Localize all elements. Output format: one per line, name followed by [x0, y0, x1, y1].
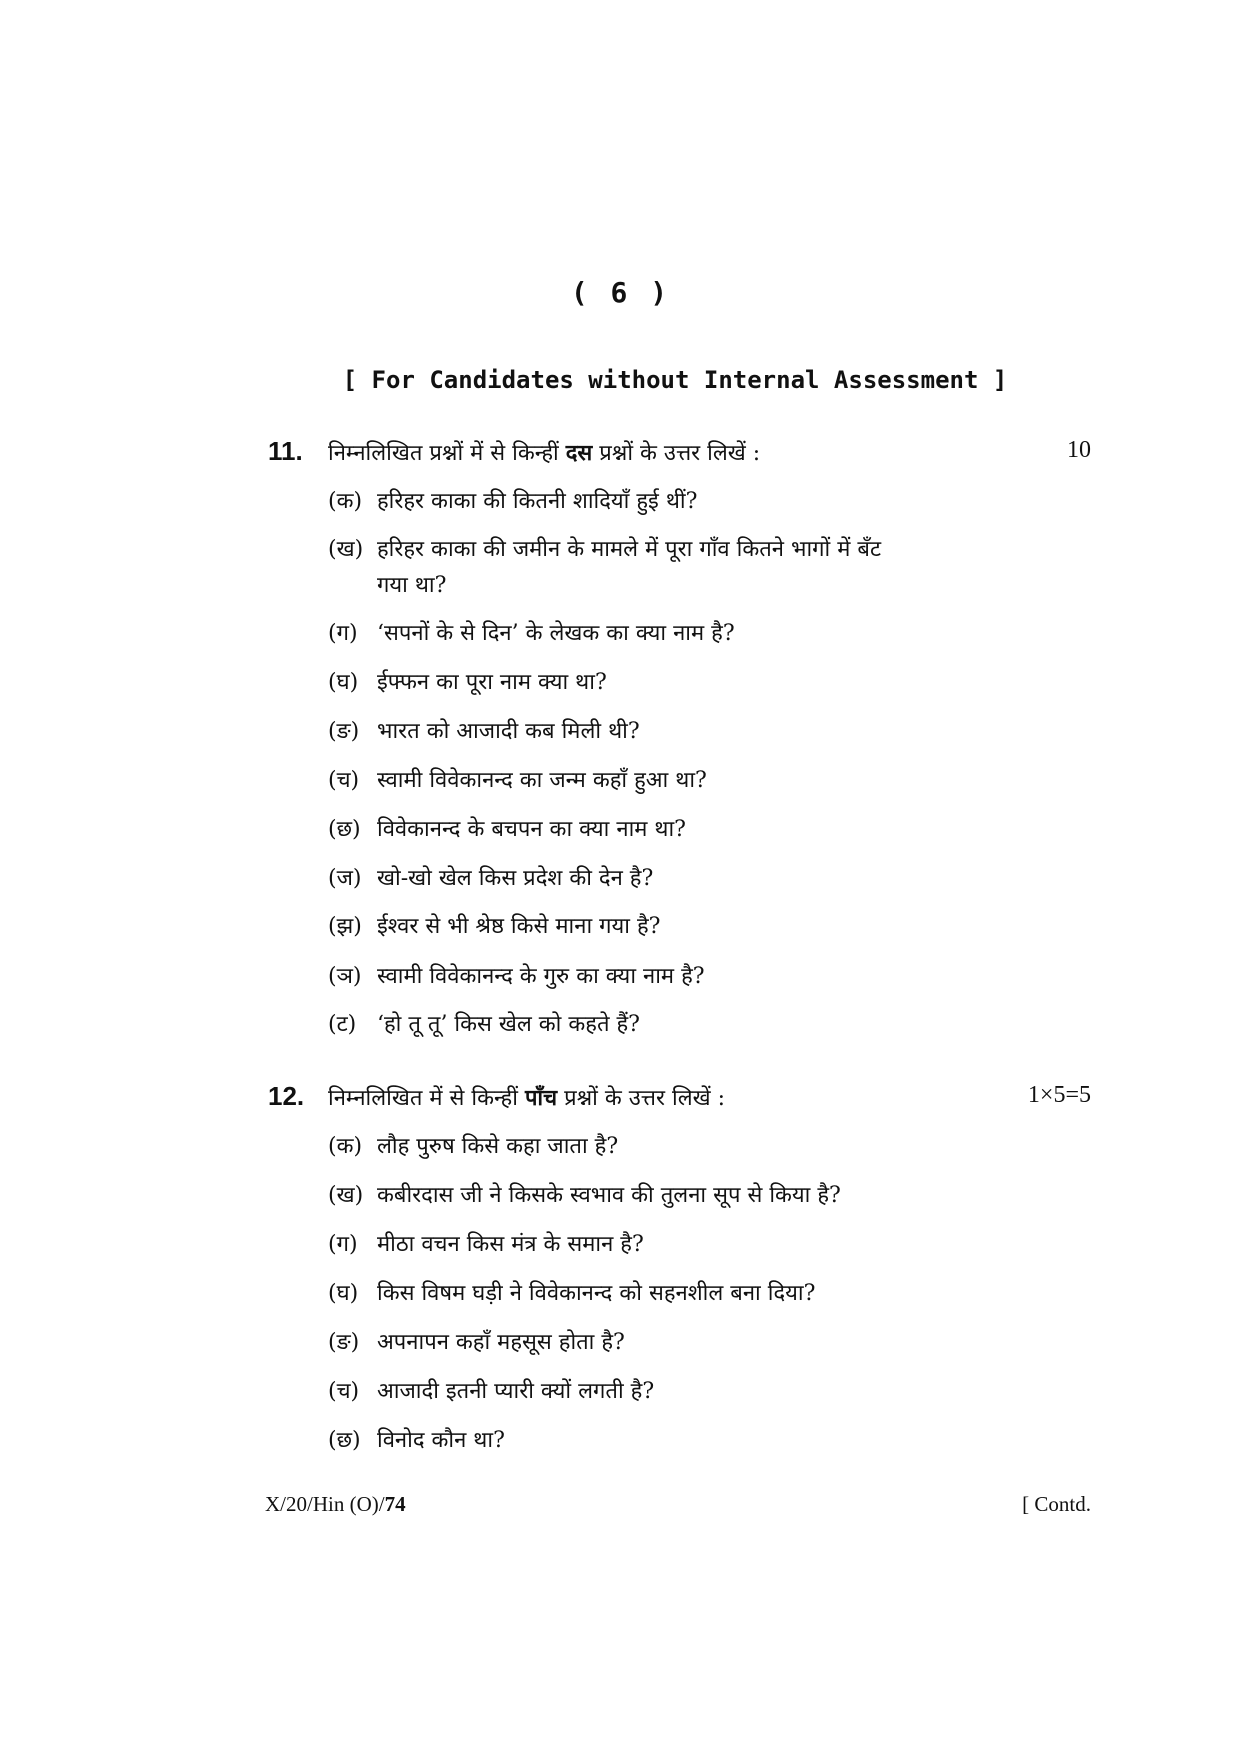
item-label: (च)	[328, 1379, 360, 1404]
item-label: (छ)	[328, 817, 361, 842]
item-text: ईश्वर से भी श्रेष्ठ किसे माना गया है?	[377, 914, 661, 939]
item-label: (घ)	[328, 670, 359, 695]
question-12-stem-part1: निम्नलिखित में से किन्हीं	[328, 1086, 525, 1111]
item-text: खो-खो खेल किस प्रदेश की देन है?	[377, 866, 654, 891]
item-label: (घ)	[328, 1281, 359, 1306]
item-text: आजादी इतनी प्यारी क्यों लगती है?	[377, 1379, 655, 1404]
item-text: विनोद कौन था?	[377, 1428, 505, 1453]
question-11-item	[328, 813, 686, 843]
question-11-item	[328, 764, 707, 794]
paper-code-prefix: X/20/Hin (O)/	[265, 1492, 385, 1516]
item-text: हरिहर काका की जमीन के मामले में पूरा गाँव कितने भागों में बँट	[377, 537, 882, 562]
item-label: (क)	[328, 489, 363, 514]
question-11-stem	[328, 437, 760, 467]
item-text: ईफ्फन का पूरा नाम क्या था?	[377, 670, 607, 695]
question-11-item	[328, 533, 881, 563]
item-text: अपनापन कहाँ महसूस होता है?	[377, 1330, 625, 1355]
item-label: (ट)	[328, 1012, 357, 1037]
item-label: (ख)	[328, 537, 364, 562]
question-11-item	[328, 485, 697, 515]
item-text: स्वामी विवेकानन्द का जन्म कहाँ हुआ था?	[377, 768, 707, 793]
question-12-marks: 1×5=5	[1027, 1082, 1091, 1108]
section-heading: [ For Candidates without Internal Assessment ]	[342, 366, 1008, 394]
question-11-item	[328, 617, 735, 647]
question-12-item	[328, 1277, 815, 1307]
item-text-continuation: गया था?	[377, 573, 447, 598]
item-label: (क)	[328, 1134, 363, 1159]
question-11-item	[328, 910, 660, 940]
item-label: (ग)	[328, 1232, 358, 1257]
question-11-item	[328, 960, 705, 990]
item-label: (झ)	[328, 914, 362, 939]
item-text: ‘सपनों के से दिन’ के लेखक का क्या नाम है?	[377, 621, 735, 646]
item-text: किस विषम घड़ी ने विवेकानन्द को सहनशील बना दिया?	[377, 1281, 816, 1306]
item-text: ‘हो तू तू’ किस खेल को कहते हैं?	[377, 1012, 640, 1037]
item-text: लौह पुरुष किसे कहा जाता है?	[377, 1134, 619, 1159]
item-text: कबीरदास जी ने किसके स्वभाव की तुलना सूप से किया है?	[377, 1183, 841, 1208]
continued-marker: [ Contd.	[1022, 1492, 1091, 1516]
question-11-stem-part2: प्रश्नों के उत्तर लिखें :	[592, 441, 761, 466]
question-11-item	[328, 666, 607, 696]
page-number: ( 6 )	[570, 276, 671, 309]
paper-code	[265, 1492, 406, 1517]
question-11-marks: 10	[1067, 437, 1091, 463]
question-12-number: 12.	[268, 1081, 305, 1111]
item-label: (ङ)	[328, 719, 360, 744]
paper-code-number: 74	[384, 1492, 406, 1516]
question-12-item	[328, 1228, 644, 1258]
question-12-stem	[328, 1082, 725, 1112]
question-12-item	[328, 1326, 625, 1356]
item-label: (ङ)	[328, 1330, 360, 1355]
item-label: (ञ)	[328, 964, 362, 989]
question-11-item	[328, 862, 653, 892]
item-text: स्वामी विवेकानन्द के गुरु का क्या नाम है?	[377, 964, 705, 989]
question-12-item	[328, 1375, 654, 1405]
item-label: (छ)	[328, 1428, 361, 1453]
item-label: (ग)	[328, 621, 358, 646]
question-11-item	[328, 1008, 640, 1038]
item-text: विवेकानन्द के बचपन का क्या नाम था?	[377, 817, 686, 842]
item-text: हरिहर काका की कितनी शादियाँ हुई थीं?	[377, 489, 698, 514]
question-11-item	[328, 715, 640, 745]
question-12-item	[328, 1130, 618, 1160]
question-11-number: 11.	[268, 436, 303, 466]
question-12-stem-emphasis: पाँच	[524, 1085, 558, 1111]
item-text: भारत को आजादी कब मिली थी?	[377, 719, 640, 744]
item-label: (च)	[328, 768, 360, 793]
question-11-stem-emphasis: दस	[565, 440, 593, 466]
question-12-item	[328, 1424, 505, 1454]
item-text: मीठा वचन किस मंत्र के समान है?	[377, 1232, 644, 1257]
question-12-stem-part2: प्रश्नों के उत्तर लिखें :	[557, 1086, 726, 1111]
question-11-stem-part1: निम्नलिखित प्रश्नों में से किन्हीं	[328, 441, 566, 466]
question-12-item	[328, 1179, 841, 1209]
item-label: (ज)	[328, 866, 362, 891]
item-label: (ख)	[328, 1183, 364, 1208]
